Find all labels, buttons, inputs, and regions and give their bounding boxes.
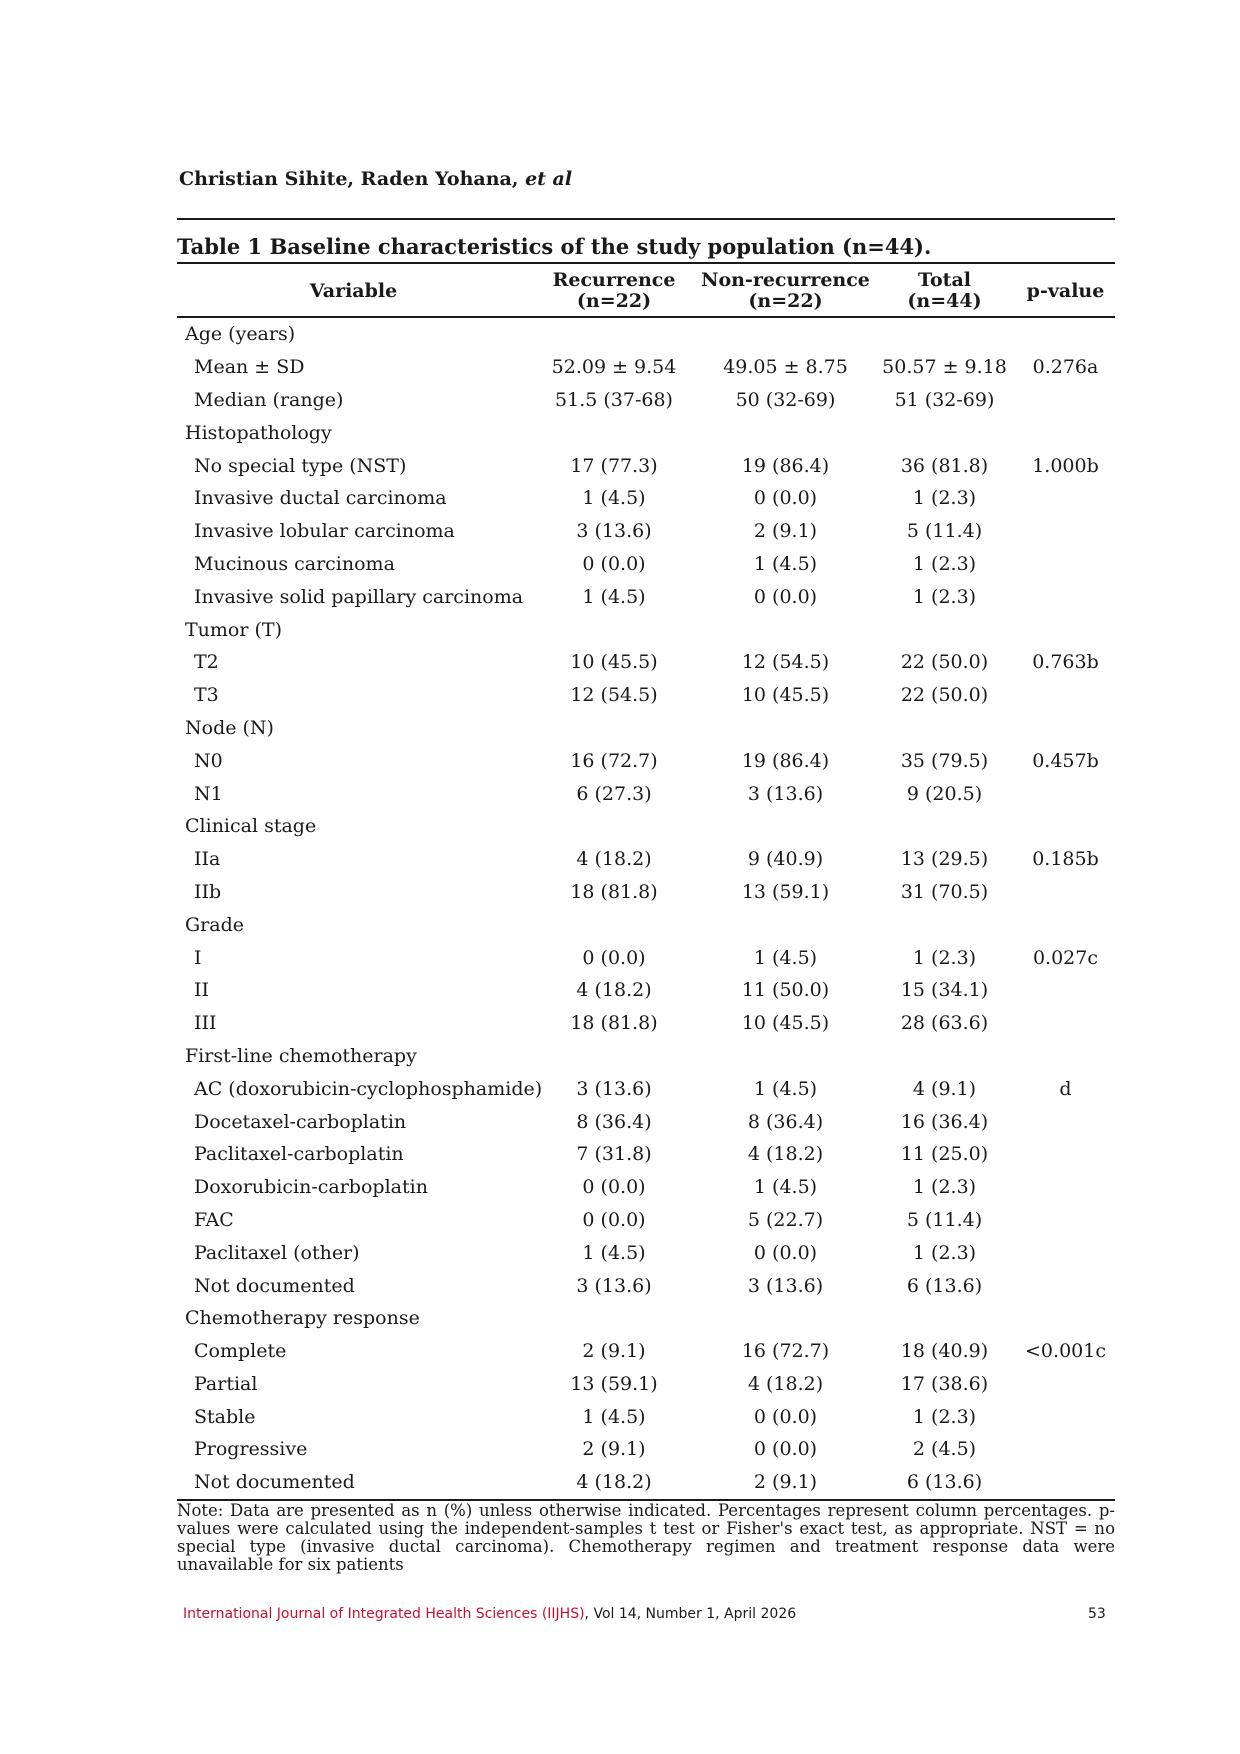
cell-variable: Not documented — [177, 1466, 530, 1500]
cell-non-recurrence: 0 (0.0) — [753, 1438, 818, 1461]
cell-p-value — [1016, 679, 1115, 712]
cell-non-recurrence: 49.05 ± 8.75 — [723, 356, 848, 379]
table-caption: Table 1 Baseline characteristics of the study population (n=44). — [177, 234, 932, 259]
cell-variable: Tumor (T) — [185, 618, 282, 641]
cell-total: 31 (70.5) — [900, 880, 989, 903]
cell-variable: N0 — [194, 749, 223, 772]
cell-recurrence: 51.5 (37-68) — [555, 388, 673, 411]
cell-total: 1 (2.3) — [912, 552, 977, 575]
cell-p-value — [1016, 1138, 1115, 1171]
cell-non-recurrence: 2 (9.1) — [753, 520, 818, 543]
cell-p-value — [1016, 515, 1115, 548]
table-group-row — [177, 1302, 1115, 1335]
cell-p-value: 1.000b — [1032, 454, 1099, 477]
table-row — [177, 646, 1115, 679]
cell-total: 1 (2.3) — [912, 946, 977, 969]
cell-recurrence: 7 (31.8) — [576, 1143, 652, 1166]
table-row — [177, 482, 1115, 515]
page-footer — [183, 1606, 796, 1622]
cell-recurrence: 18 (81.8) — [570, 1012, 658, 1035]
cell-variable: Mean ± SD — [194, 356, 305, 379]
cell-non-recurrence: 4 (18.2) — [747, 1143, 824, 1166]
cell-variable: IIa — [194, 848, 221, 871]
cell-recurrence — [530, 613, 698, 646]
table-row — [177, 843, 1115, 876]
table-row — [177, 1335, 1115, 1368]
cell-recurrence: 18 (81.8) — [570, 880, 658, 903]
table-note: Note: Data are presented as n (%) unless otherwise indicated. Percentages represent column percentages. p-values were calculated using the independent-samples t test or Fisher's exact test, as appropriate. NST = no special type (invasive ductal carcinoma). Chemotherapy regimen and treatment response data were unavailable for six patients — [177, 1501, 1115, 1574]
cell-variable: No special type (NST) — [194, 454, 407, 477]
cell-total: 36 (81.8) — [900, 454, 989, 477]
cell-total: 2 (4.5) — [912, 1438, 977, 1461]
cell-variable: Progressive — [194, 1438, 308, 1461]
cell-total: 11 (25.0) — [900, 1143, 989, 1166]
cell-recurrence — [530, 712, 698, 745]
cell-non-recurrence: 5 (22.7) — [747, 1208, 824, 1231]
cell-total: 5 (11.4) — [906, 520, 983, 543]
cell-recurrence: 4 (18.2) — [530, 1466, 698, 1500]
cell-p-value: 0.457b — [1032, 749, 1099, 772]
table-group-row — [177, 613, 1115, 646]
cell-variable: Partial — [194, 1372, 258, 1395]
cell-total: 5 (11.4) — [906, 1208, 983, 1231]
cell-non-recurrence: 1 (4.5) — [753, 1176, 818, 1199]
cell-variable: First-line chemotherapy — [185, 1044, 417, 1067]
cell-variable: Invasive solid papillary carcinoma — [194, 585, 524, 608]
table-group-row — [177, 416, 1115, 449]
cell-variable: I — [194, 946, 202, 969]
cell-recurrence: 6 (27.3) — [576, 782, 652, 805]
cell-p-value — [1016, 317, 1115, 351]
cell-recurrence: 3 (13.6) — [576, 520, 652, 543]
cell-total: 18 (40.9) — [900, 1340, 989, 1363]
cell-recurrence — [530, 317, 698, 351]
cell-recurrence — [530, 810, 698, 843]
cell-variable: Paclitaxel-carboplatin — [194, 1143, 404, 1166]
cell-recurrence: 1 (4.5) — [582, 487, 646, 510]
cell-total — [873, 416, 1016, 449]
table-row — [177, 1171, 1115, 1204]
cell-total: 22 (50.0) — [900, 651, 989, 674]
cell-non-recurrence — [698, 810, 873, 843]
cell-total: 51 (32-69) — [894, 388, 995, 411]
cell-total: 35 (79.5) — [900, 749, 989, 772]
cell-recurrence — [530, 416, 698, 449]
cell-recurrence: 2 (9.1) — [582, 1340, 646, 1363]
table-row — [177, 580, 1115, 613]
cell-total: 1 (2.3) — [912, 1241, 977, 1264]
cell-p-value — [1016, 1368, 1115, 1401]
cell-recurrence: 3 (13.6) — [576, 1274, 652, 1297]
table-body — [177, 317, 1115, 1500]
cell-recurrence: 13 (59.1) — [570, 1372, 658, 1395]
cell-p-value: 0.185b — [1032, 848, 1099, 871]
cell-variable: Not documented — [194, 1274, 355, 1297]
cell-variable: AC (doxorubicin-cyclophosphamide) — [194, 1077, 543, 1100]
cell-p-value — [1016, 1302, 1115, 1335]
table-row — [177, 744, 1115, 777]
cell-recurrence: 0 (0.0) — [582, 552, 646, 575]
cell-p-value — [1016, 384, 1115, 417]
cell-total: 1 (2.3) — [912, 1176, 977, 1199]
table-row — [177, 1204, 1115, 1237]
cell-non-recurrence: 10 (45.5) — [741, 1012, 830, 1035]
cell-total: 1 (2.3) — [912, 1405, 977, 1428]
cell-non-recurrence — [698, 416, 873, 449]
table-group-row — [177, 1040, 1115, 1073]
cell-variable: Node (N) — [185, 716, 274, 739]
cell-p-value — [1016, 416, 1115, 449]
cell-non-recurrence: 50 (32-69) — [735, 388, 836, 411]
et-al: et al — [525, 168, 573, 190]
cell-p-value: <0.001c — [1025, 1340, 1106, 1363]
table-row — [177, 1269, 1115, 1302]
cell-recurrence: 1 (4.5) — [582, 1405, 646, 1428]
table-row — [177, 1007, 1115, 1040]
cell-recurrence: 0 (0.0) — [582, 1208, 646, 1231]
cell-non-recurrence: 0 (0.0) — [753, 1241, 818, 1264]
cell-variable: Paclitaxel (other) — [194, 1241, 360, 1264]
article-authors — [179, 168, 572, 190]
cell-non-recurrence: 0 (0.0) — [753, 585, 818, 608]
cell-variable: IIb — [194, 880, 222, 903]
cell-variable: N1 — [194, 782, 223, 805]
cell-variable: Docetaxel-carboplatin — [194, 1110, 407, 1133]
cell-recurrence: 4 (18.2) — [576, 848, 652, 871]
table-group-row — [177, 317, 1115, 351]
cell-p-value — [1016, 1007, 1115, 1040]
cell-p-value: d — [1059, 1077, 1072, 1100]
cell-recurrence — [530, 908, 698, 941]
cell-non-recurrence: 9 (40.9) — [747, 848, 824, 871]
cell-total: 6 (13.6) — [906, 1274, 983, 1297]
baseline-characteristics-table — [177, 262, 1115, 1501]
cell-recurrence: 52.09 ± 9.54 — [551, 356, 677, 379]
cell-non-recurrence: 8 (36.4) — [747, 1110, 824, 1133]
table-row — [177, 548, 1115, 581]
table-row — [177, 679, 1115, 712]
cell-total — [873, 613, 1016, 646]
cell-recurrence: 2 (9.1) — [582, 1438, 646, 1461]
column-header-variable: Variable — [177, 263, 530, 317]
cell-non-recurrence: 12 (54.5) — [741, 651, 830, 674]
cell-total: 17 (38.6) — [900, 1372, 989, 1395]
cell-non-recurrence: 19 (86.4) — [741, 749, 830, 772]
cell-non-recurrence — [698, 317, 873, 351]
cell-non-recurrence: 3 (13.6) — [747, 1274, 824, 1297]
table-container — [177, 262, 1115, 1501]
cell-total: 9 (20.5) — [906, 782, 983, 805]
table-row — [177, 876, 1115, 909]
cell-total: 50.57 ± 9.18 — [882, 356, 1007, 379]
table-row — [177, 1400, 1115, 1433]
table-group-row — [177, 908, 1115, 941]
cell-total — [873, 1040, 1016, 1073]
cell-p-value — [1016, 1269, 1115, 1302]
column-header-recurrence: Recurrence (n=22) — [530, 263, 698, 317]
cell-non-recurrence: 19 (86.4) — [741, 454, 830, 477]
table-row — [177, 1105, 1115, 1138]
table-row — [177, 384, 1115, 417]
cell-non-recurrence — [698, 908, 873, 941]
cell-recurrence: 4 (18.2) — [576, 979, 652, 1002]
cell-variable: Invasive ductal carcinoma — [194, 487, 447, 510]
cell-non-recurrence: 1 (4.5) — [753, 552, 818, 575]
cell-total: 6 (13.6) — [873, 1466, 1016, 1500]
table-group-row — [177, 712, 1115, 745]
cell-non-recurrence: 3 (13.6) — [747, 782, 824, 805]
cell-p-value — [1016, 482, 1115, 515]
table-row — [177, 351, 1115, 384]
cell-non-recurrence: 10 (45.5) — [741, 684, 830, 707]
cell-p-value — [1016, 1400, 1115, 1433]
header-rule — [177, 218, 1115, 220]
cell-p-value — [1016, 876, 1115, 909]
cell-non-recurrence: 2 (9.1) — [698, 1466, 873, 1500]
cell-variable: II — [194, 979, 210, 1002]
cell-total — [873, 908, 1016, 941]
cell-total — [873, 810, 1016, 843]
cell-non-recurrence: 1 (4.5) — [753, 946, 818, 969]
cell-recurrence — [530, 1302, 698, 1335]
table-row — [177, 1368, 1115, 1401]
cell-p-value — [1016, 1105, 1115, 1138]
cell-variable: T3 — [194, 684, 219, 707]
cell-p-value: 0.763b — [1032, 651, 1099, 674]
cell-recurrence: 16 (72.7) — [570, 749, 658, 772]
cell-variable: III — [194, 1012, 217, 1035]
cell-p-value — [1016, 548, 1115, 581]
cell-non-recurrence — [698, 613, 873, 646]
cell-variable: Grade — [185, 913, 244, 936]
cell-non-recurrence: 11 (50.0) — [741, 979, 830, 1002]
cell-total: 28 (63.6) — [900, 1012, 989, 1035]
table-row — [177, 941, 1115, 974]
table-row — [177, 1466, 1115, 1500]
cell-recurrence: 0 (0.0) — [582, 1176, 646, 1199]
cell-variable: Clinical stage — [185, 815, 317, 838]
cell-recurrence: 8 (36.4) — [576, 1110, 652, 1133]
cell-p-value — [1016, 810, 1115, 843]
table-row — [177, 974, 1115, 1007]
cell-p-value — [1016, 1466, 1115, 1500]
cell-p-value: 0.276a — [1032, 356, 1099, 379]
cell-total — [873, 1302, 1016, 1335]
cell-total — [873, 712, 1016, 745]
cell-non-recurrence — [698, 1040, 873, 1073]
cell-p-value — [1016, 908, 1115, 941]
cell-p-value — [1016, 1171, 1115, 1204]
cell-variable: T2 — [194, 651, 219, 674]
column-header-p-value: p-value — [1016, 263, 1115, 317]
cell-total: 13 (29.5) — [900, 848, 989, 871]
cell-non-recurrence — [698, 712, 873, 745]
column-header-total: Total (n=44) — [873, 263, 1016, 317]
page-number: 53 — [1088, 1606, 1106, 1622]
cell-variable: FAC — [194, 1208, 234, 1231]
cell-variable: Complete — [194, 1340, 287, 1363]
cell-variable: Median (range) — [194, 388, 344, 411]
cell-variable: Invasive lobular carcinoma — [194, 520, 455, 543]
cell-non-recurrence: 4 (18.2) — [747, 1372, 824, 1395]
journal-issue: , Vol 14, Number 1, April 2026 — [584, 1606, 797, 1622]
cell-non-recurrence: 1 (4.5) — [753, 1077, 818, 1100]
cell-p-value — [1016, 1204, 1115, 1237]
journal-name: International Journal of Integrated Health Sciences (IIJHS) — [183, 1606, 585, 1622]
table-row — [177, 777, 1115, 810]
cell-p-value — [1016, 974, 1115, 1007]
cell-recurrence: 0 (0.0) — [582, 946, 646, 969]
cell-variable: Chemotherapy response — [185, 1307, 420, 1330]
cell-p-value — [1016, 712, 1115, 745]
author-names: Christian Sihite, Raden Yohana, — [179, 168, 519, 190]
cell-p-value — [1016, 1433, 1115, 1466]
cell-variable: Mucinous carcinoma — [194, 552, 395, 575]
cell-total: 1 (2.3) — [912, 487, 977, 510]
cell-p-value: 0.027c — [1032, 946, 1099, 969]
cell-p-value — [1016, 1040, 1115, 1073]
cell-recurrence: 3 (13.6) — [576, 1077, 652, 1100]
table-row — [177, 1433, 1115, 1466]
cell-total: 16 (36.4) — [900, 1110, 989, 1133]
cell-variable: Histopathology — [185, 421, 332, 444]
cell-total — [873, 317, 1016, 351]
cell-recurrence — [530, 1040, 698, 1073]
table-row — [177, 1138, 1115, 1171]
cell-recurrence: 1 (4.5) — [582, 585, 646, 608]
cell-recurrence: 1 (4.5) — [582, 1241, 646, 1264]
table-header-row — [177, 263, 1115, 317]
table-row — [177, 515, 1115, 548]
table-row — [177, 449, 1115, 482]
cell-recurrence: 12 (54.5) — [570, 684, 658, 707]
cell-non-recurrence: 0 (0.0) — [753, 1405, 818, 1428]
cell-p-value — [1016, 580, 1115, 613]
cell-variable: Stable — [194, 1405, 256, 1428]
cell-recurrence: 10 (45.5) — [570, 651, 658, 674]
cell-total: 1 (2.3) — [912, 585, 977, 608]
cell-non-recurrence: 16 (72.7) — [741, 1340, 830, 1363]
cell-total: 15 (34.1) — [900, 979, 989, 1002]
cell-variable: Doxorubicin-carboplatin — [194, 1176, 428, 1199]
cell-non-recurrence: 13 (59.1) — [741, 880, 830, 903]
cell-non-recurrence: 0 (0.0) — [753, 487, 818, 510]
cell-non-recurrence — [698, 1302, 873, 1335]
cell-variable: Age (years) — [185, 323, 296, 346]
table-row — [177, 1236, 1115, 1269]
table-row — [177, 1072, 1115, 1105]
cell-p-value — [1016, 777, 1115, 810]
cell-p-value — [1016, 1236, 1115, 1269]
column-header-non-recurrence: Non-recurrence (n=22) — [698, 263, 873, 317]
cell-p-value — [1016, 613, 1115, 646]
cell-recurrence: 17 (77.3) — [570, 454, 658, 477]
table-group-row — [177, 810, 1115, 843]
cell-total: 4 (9.1) — [912, 1077, 977, 1100]
cell-total: 22 (50.0) — [900, 684, 989, 707]
